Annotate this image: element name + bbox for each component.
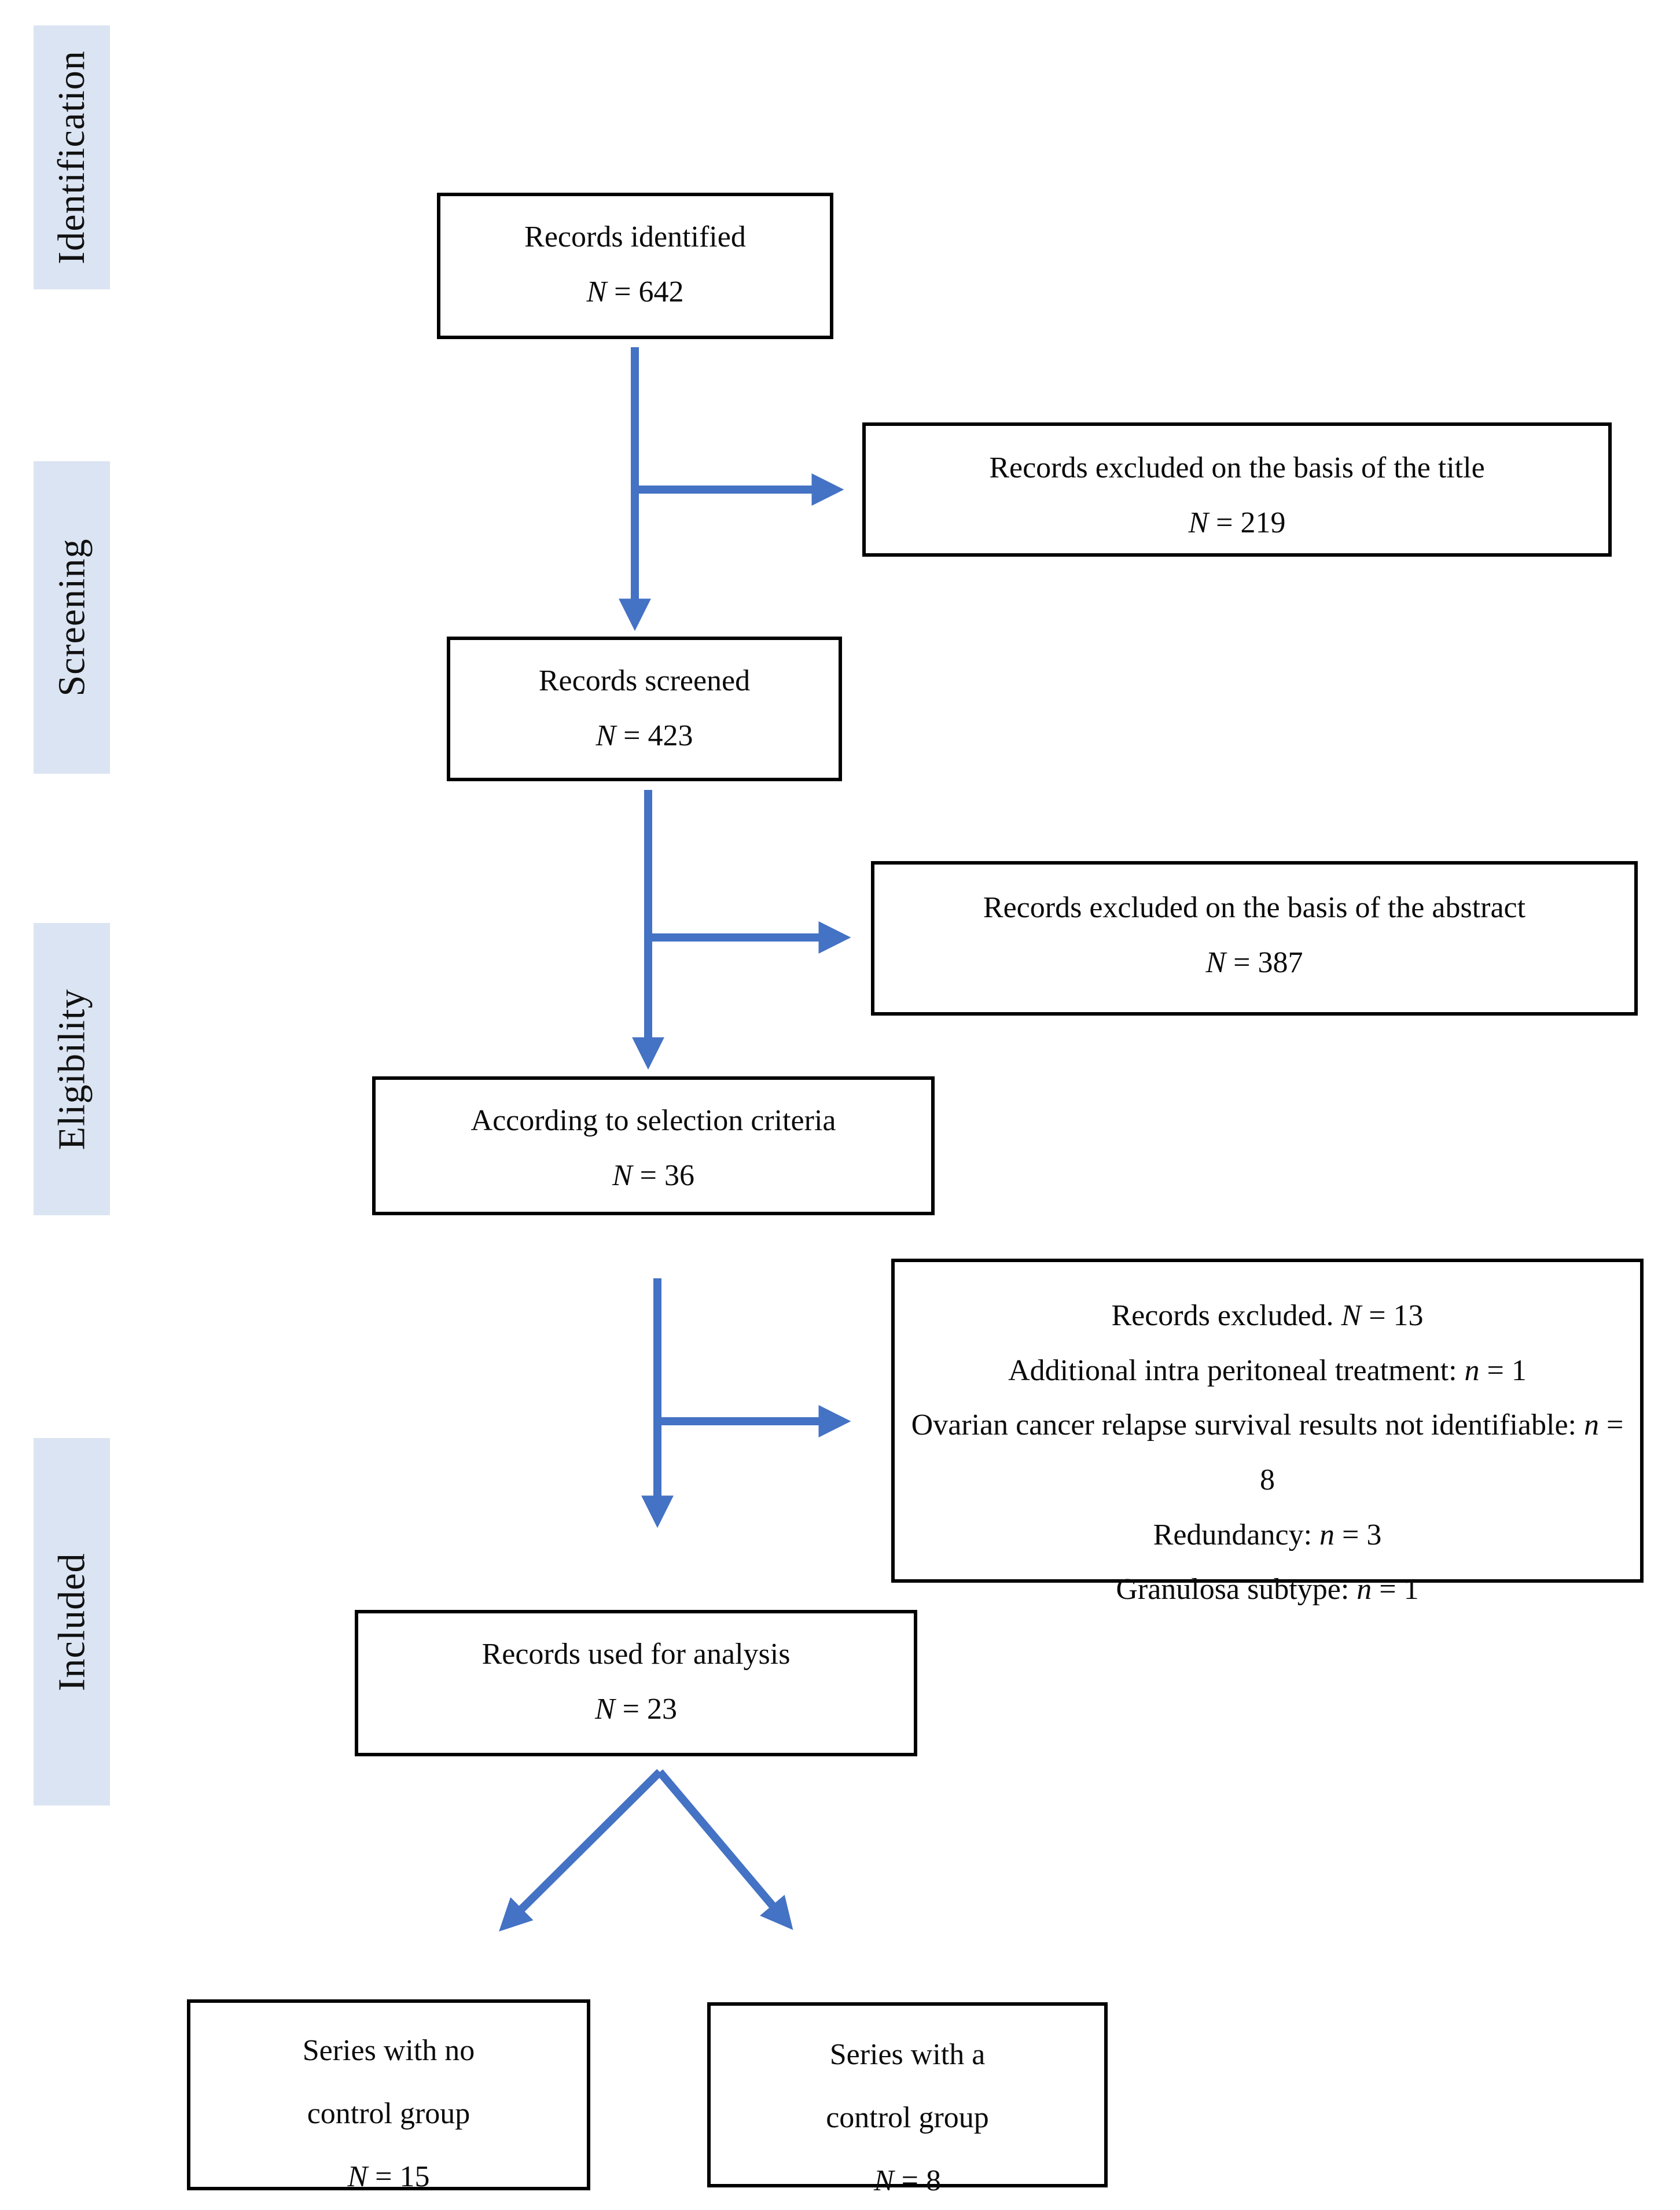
- exclusion-line: Granulosa subtype: n = 1: [1116, 1573, 1419, 1606]
- box-records-excluded-abstract: [871, 861, 1638, 1016]
- box-title-line: Series with a: [829, 2038, 986, 2071]
- stage-label-text: Screening: [50, 538, 93, 697]
- box-count: [722, 2162, 1093, 2200]
- stage-label-text: Included: [50, 1553, 93, 1691]
- stage-label-text: Eligibility: [50, 988, 93, 1150]
- box-series-no-control-group: [187, 1999, 590, 2193]
- box-records-excluded-reasons: [891, 1259, 1644, 1606]
- box-records-excluded-title: [862, 422, 1612, 557]
- box-count: [387, 1157, 920, 1194]
- n-symbol: N: [873, 2164, 894, 2197]
- box-records-screened: [447, 637, 842, 781]
- n-value: = 387: [1226, 946, 1303, 979]
- box-title-line: Series with no: [302, 2034, 475, 2067]
- exclusion-line: Additional intra peritoneal treatment: n = 1: [1008, 1354, 1527, 1387]
- box-series-with-control-group: [707, 2002, 1108, 2197]
- n-symbol: N: [1205, 946, 1226, 979]
- box-selection-criteria: [372, 1076, 935, 1215]
- n-value: = 23: [615, 1693, 677, 1726]
- box-title: Records excluded on the basis of the abstract: [983, 891, 1526, 924]
- box-title: Records excluded on the basis of the title: [989, 451, 1485, 484]
- box-title: Records identified: [524, 220, 746, 253]
- exclusion-line: Ovarian cancer relapse survival results not identifiable: n = 8: [911, 1409, 1624, 1496]
- box-title: Records used for analysis: [481, 1638, 791, 1671]
- arrow-analysis-to-no-control: [508, 1772, 660, 1922]
- box-title: According to selection criteria: [470, 1104, 836, 1137]
- box-count: [886, 944, 1623, 981]
- n-value: = 423: [616, 719, 693, 752]
- n-symbol: N: [594, 1693, 615, 1726]
- n-symbol: N: [586, 275, 607, 308]
- n-value: = 36: [632, 1159, 694, 1192]
- box-count: [370, 1690, 902, 1728]
- n-symbol: N: [595, 719, 616, 752]
- box-count: [202, 2158, 575, 2196]
- stage-label-identification: [34, 25, 110, 289]
- n-symbol: n: [1319, 1518, 1335, 1551]
- n-symbol: n: [1464, 1354, 1480, 1387]
- box-title-line: control group: [307, 2097, 470, 2130]
- n-symbol: N: [347, 2160, 368, 2193]
- box-count: [462, 717, 827, 755]
- exclusion-line: Redundancy: n = 3: [1153, 1518, 1382, 1551]
- exclusion-line: Records excluded. N = 13: [1111, 1299, 1424, 1332]
- box-records-identified: [437, 193, 833, 339]
- box-count: [877, 504, 1597, 542]
- n-symbol: N: [1341, 1299, 1362, 1332]
- n-value: = 642: [606, 275, 684, 308]
- n-value: = 8: [894, 2164, 941, 2197]
- box-title: Records screened: [538, 664, 751, 697]
- n-symbol: n: [1584, 1409, 1599, 1442]
- n-symbol: N: [1188, 506, 1209, 539]
- arrow-analysis-to-control: [660, 1772, 785, 1920]
- n-symbol: n: [1357, 1573, 1372, 1606]
- n-value: = 219: [1208, 506, 1286, 539]
- box-title-line: control group: [826, 2101, 989, 2134]
- stage-label-text: Identification: [50, 50, 93, 264]
- n-symbol: N: [612, 1159, 633, 1192]
- stage-label-eligibility: [34, 923, 110, 1215]
- box-records-used-for-analysis: [355, 1610, 917, 1756]
- n-value: = 15: [367, 2160, 430, 2193]
- stage-label-included: [34, 1438, 110, 1805]
- stage-label-screening: [34, 461, 110, 774]
- box-count: [452, 273, 818, 311]
